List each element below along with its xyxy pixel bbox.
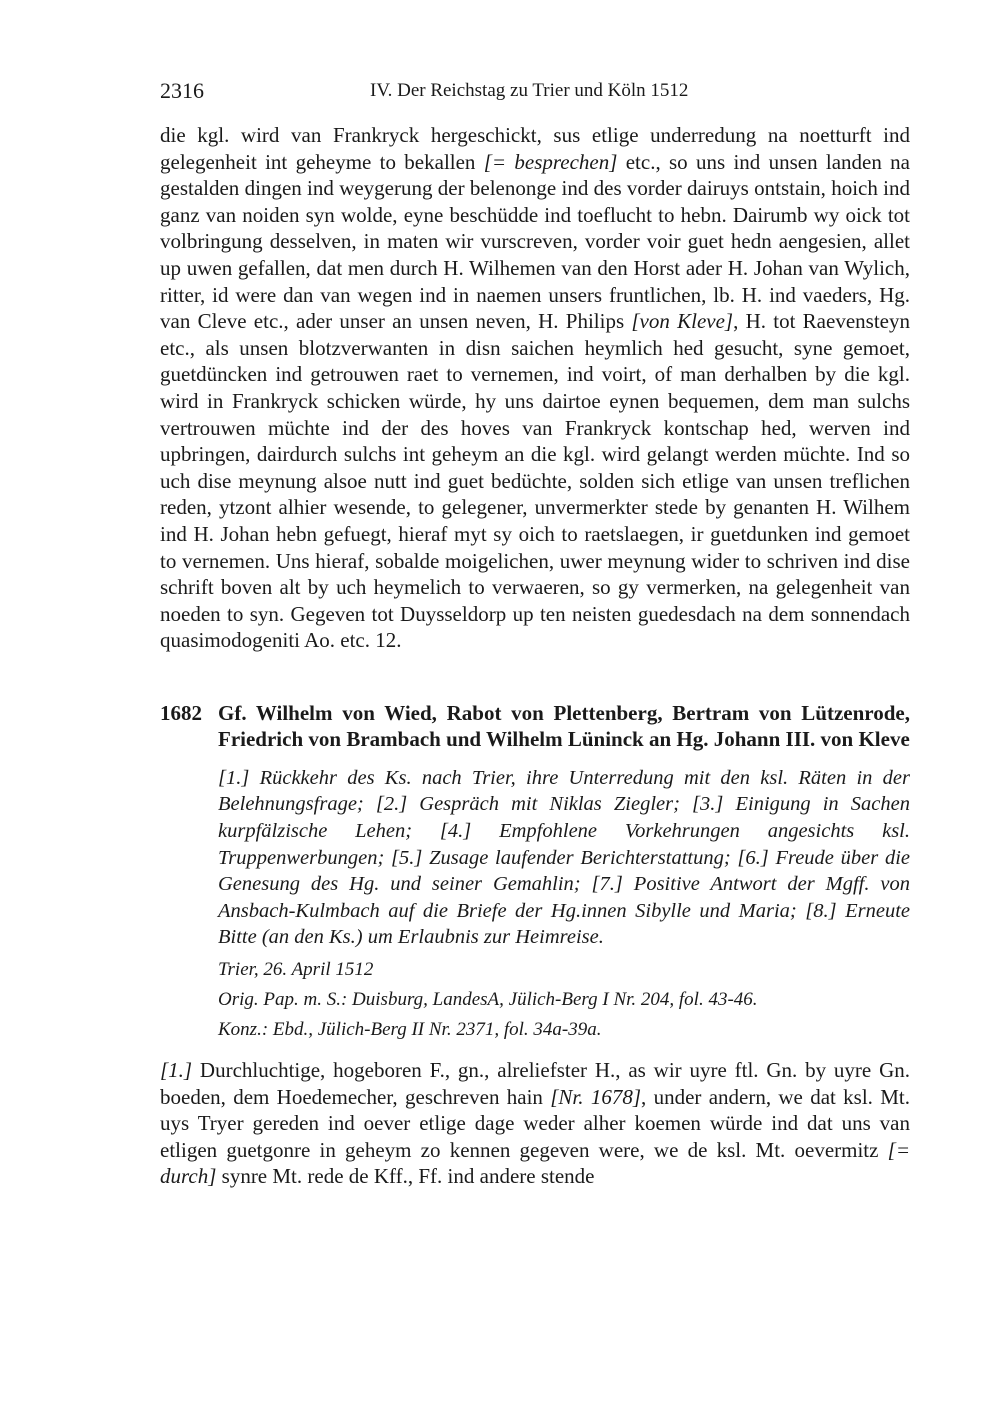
running-head — [160, 78, 910, 108]
text-segment: , under andern, we dat ksl. Mt. uys Tryer gereden ind oever etlige dage weder alher koemen würde ind dat uns van etligen guetgonre in geheym zo kennen gegeven were, we de ksl. Mt. oevermitz — [160, 1084, 910, 1162]
entry-heading: Gf. Wilhelm von Wied, Rabot von Plettenberg, Bertram von Lützenrode, Friedrich von Brambach und Wilhelm Lüninck an Hg. Johann III. von Kleve — [218, 700, 910, 751]
section-marker: [1.] — [160, 1058, 193, 1083]
editorial-gloss: [= besprechen] — [483, 149, 618, 174]
text-segment: etc., so uns ind unsen landen na gestalden dingen ind weygerung der belenonge ind des vorder dairuys ontstain, hoich ind ganz van noiden syn wolde, eyne beschüdde ind toeflucht to hebn. Dairumb wy oick tot volbringung desselven, in maten wir vurscreven, vorder voir guet hedn aengesien, allet up uwen gefallen, dat men durch H. Wilhemen van den Horst ader H. Johan van Wylich, ritter, id were dan van wegen ind in naemen unsers fruntlichen, lb. H. ind vaeders, Hg. van Cleve etc., ader unser an unsen neven, H. Philips — [160, 149, 910, 334]
entry-regest: [1.] Rückkehr des Ks. nach Trier, ihre Unterredung mit den ksl. Räten in der Belehnungsfrage; [2.] Gespräch mit Niklas Ziegler; [3.] Einigung in Sachen kurpfälzische Lehen; [4.] Empfohlene Vorkehrungen angesichts ksl. Truppenwerbungen; [5.] Zusage laufender Berichterstattung; [6.] Freude über die Genesung des Hg. und seiner Gemahlin; [7.] Positive Antwort der Mgff. von Ansbach-Kulmbach auf die Briefe der Hg.innen Sibylle und Maria; [8.] Erneute Bitte (an den Ks.) um Erlaubnis zur Heimreise. — [218, 766, 910, 949]
text-segment: , H. tot Raevensteyn etc., als unsen blotzverwanten in disn saichen heymlich hed gesucht, syne gemoet, guetdüncken ind getrouwen raet to vernemen, ind voirt, of man derhalben by die kgl. wird in Frankryck schicken würde, hy uns dairtoe eynen bequemen, dem man sulchs vertrouwen müchte ind der des hoves van Frankryck kontschap hed, werven ind upbringen, dairdurch sulchs int geheym an die kgl. wird gelangt werden müchte. Ind so uch dise meynung alsoe nutt ind guet bedüchte, solden sich etlige van unsen treflichen reden, ytzont alhier wesende, to gelegener, unvermerkter stede by genanten H. Wilhem ind H. Johan hebn gefuegt, hieraf myt sy oich to raetslaegen, ir guetdunken ind gemoet to vernemen. Uns hieraf, sobalde moigelichen, uwer meynung wider to schriven ind dise schrift boven alt by uch heymelich to verwaeren, so gy vermerken, na gelegenheit van noeden to syn. Gegeven tot Duysseldorp up ten neisten guedesdach na dem sonnendach quasimodogeniti Ao. etc. 12. — [160, 309, 910, 653]
text-segment: die kgl. wird van Frankryck hergeschickt, sus etlige underredung na noetturft ind gelegenheit int geheyme to bekallen — [160, 123, 910, 174]
entry-number: 1682 — [160, 700, 202, 725]
text-segment: synre Mt. rede de Kff., Ff. ind andere stende — [216, 1164, 595, 1189]
letter-body-paragraph — [160, 1057, 910, 1190]
source-original: Orig. Pap. m. S.: Duisburg, LandesA, Jülich-Berg I Nr. 204, fol. 43-46. — [218, 989, 758, 1011]
document-entry — [160, 700, 910, 1045]
page-number: 2316 — [160, 78, 204, 103]
source-draft: Konz.: Ebd., Jülich-Berg II Nr. 2371, fol. 34a-39a. — [218, 1019, 602, 1041]
text-segment: Durchluchtige, hogeboren F., gn., alreliefster H., as wir uyre ftl. Gn. by uyre Gn. boeden, dem Hoedemecher, geschreven hain — [160, 1058, 910, 1109]
continuation-paragraph — [160, 122, 910, 654]
editorial-gloss: [= durch] — [160, 1137, 910, 1189]
document-page — [160, 78, 910, 1190]
place-date: Trier, 26. April 1512 — [218, 959, 374, 981]
running-title: IV. Der Reichstag zu Trier und Köln 1512 — [370, 80, 689, 101]
editorial-reference: [Nr. 1678] — [550, 1084, 641, 1109]
editorial-gloss: [von Kleve] — [631, 309, 734, 334]
